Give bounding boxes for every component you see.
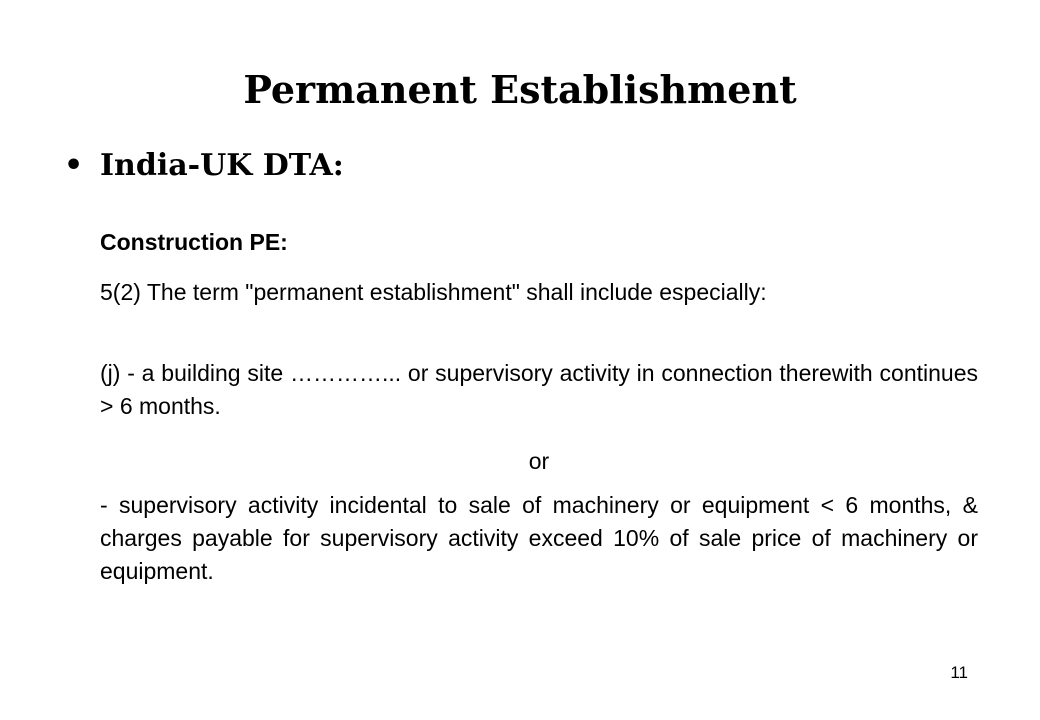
- paragraph-article-5-2: 5(2) The term "permanent establishment" shall include especially:: [100, 279, 767, 305]
- bullet-text: India-UK DTA:: [100, 148, 344, 183]
- bullet-icon: •: [64, 148, 84, 183]
- sub-heading: Construction PE:: [100, 229, 288, 255]
- bullet-item: [64, 144, 344, 188]
- paragraph-clause-j: (j) - a building site …………... or supervisory activity in connection therewith continues > 6 months.: [100, 360, 978, 419]
- or-separator: or: [528, 448, 550, 474]
- paragraph-supervisory-activity: - supervisory activity incidental to sale of machinery or equipment < 6 months, & charges payable for supervisory activity exceed 10% of sale price of machinery or equipment.: [100, 492, 978, 584]
- slide-title: Permanent Establishment: [243, 67, 797, 112]
- page-number: 11: [950, 663, 968, 682]
